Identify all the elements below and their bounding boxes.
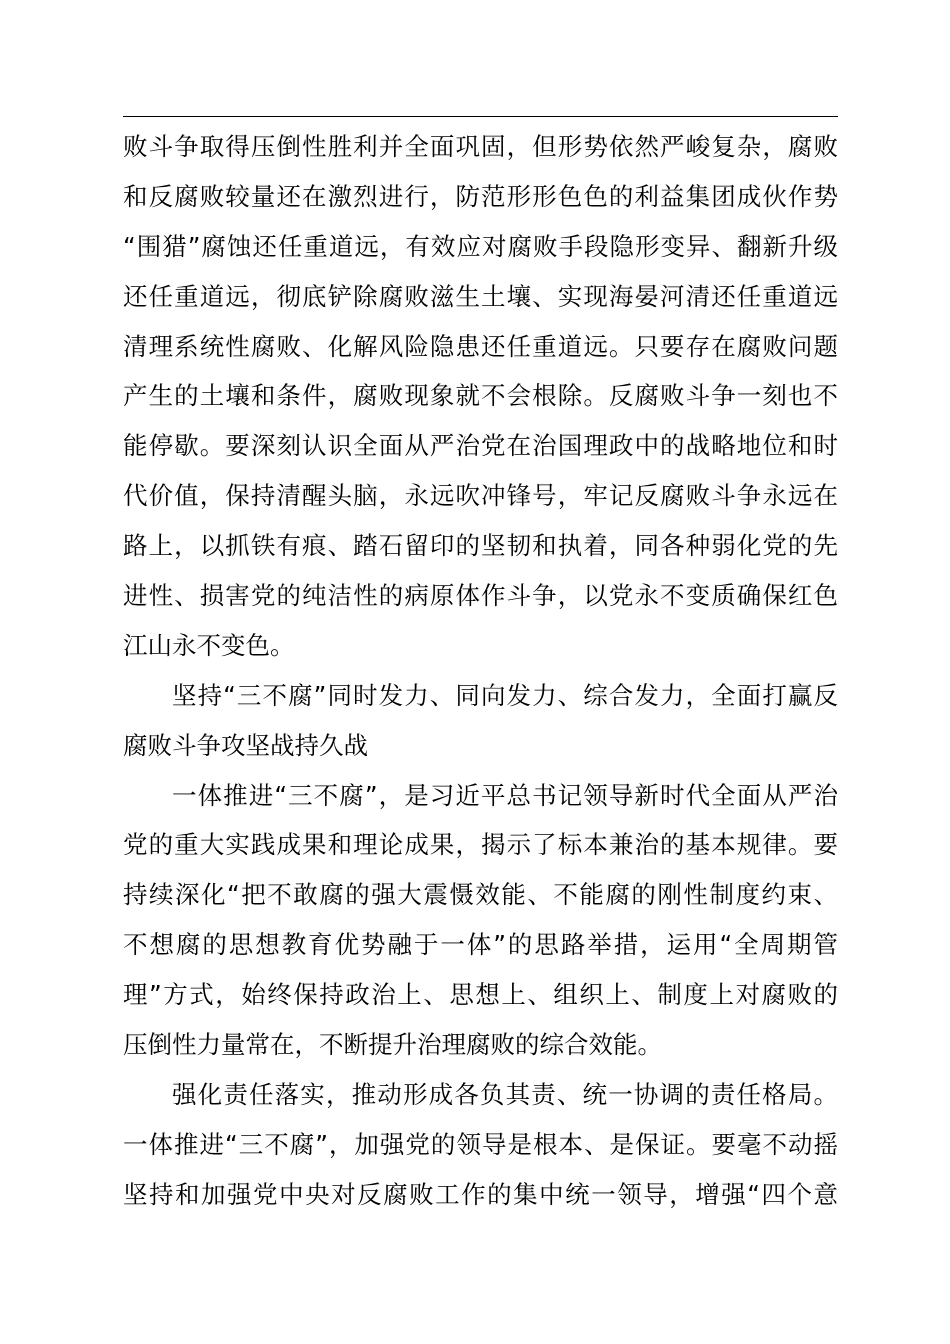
text-line: 坚持和加强党中央对反腐败工作的集中统一领导，增强“四个意: [123, 1179, 838, 1209]
text-line: 一体推进“三不腐”，加强党的领导是根本、是保证。要毫不动摇: [123, 1129, 838, 1159]
body-text: [123, 122, 838, 1220]
text-line: 党的重大实践成果和理论成果，揭示了标本兼治的基本规律。要: [123, 830, 838, 860]
text-line: 强化责任落实，推动形成各负其责、统一协调的责任格局。: [172, 1079, 838, 1109]
text-line: 进性、损害党的纯洁性的病原体作斗争，以党永不变质确保红色: [123, 581, 838, 611]
paragraph-1: [123, 122, 838, 671]
text-line: 还任重道远，彻底铲除腐败滋生土壤、实现海晏河清还任重道远: [123, 281, 838, 311]
text-line: 压倒性力量常在，不断提升治理腐败的综合效能。: [123, 1030, 662, 1060]
text-line: 败斗争取得压倒性胜利并全面巩固，但形势依然严峻复杂，腐败: [123, 132, 838, 161]
text-line: 一体推进“三不腐”，是习近平总书记领导新时代全面从严治: [172, 780, 838, 810]
text-line: 理”方式，始终保持政治上、思想上、组织上、制度上对腐败的: [123, 980, 838, 1010]
text-line: 清理系统性腐败、化解风险隐患还任重道远。只要存在腐败问题: [123, 331, 838, 361]
text-line: 代价值，保持清醒头脑，永远吹冲锋号，牢记反腐败斗争永远在: [123, 481, 838, 511]
text-line: 持续深化“把不敢腐的强大震慑效能、不能腐的刚性制度约束、: [123, 880, 838, 910]
heading-line: 坚持“三不腐”同时发力、同向发力、综合发力，全面打赢反: [172, 680, 838, 710]
paragraph-3: [123, 771, 838, 1070]
text-line: 江山永不变色。: [123, 630, 295, 660]
header-rule: [123, 116, 838, 117]
text-line: 和反腐败较量还在激烈进行，防范形形色色的利益集团成伙作势: [123, 181, 838, 211]
text-line: 产生的土壤和条件，腐败现象就不会根除。反腐败斗争一刻也不: [123, 381, 838, 411]
heading-line: 腐败斗争攻坚战持久战: [123, 730, 368, 760]
text-line: “围猎”腐蚀还任重道远，有效应对腐败手段隐形变异、翻新升级: [123, 231, 838, 261]
section-heading: [123, 671, 838, 771]
text-line: 能停歇。要深刻认识全面从严治党在治国理政中的战略地位和时: [123, 431, 838, 461]
text-line: 路上，以抓铁有痕、踏石留印的坚韧和执着，同各种弱化党的先: [123, 531, 838, 561]
text-line: 不想腐的思想教育优势融于一体”的思路举措，运用“全周期管: [123, 930, 838, 960]
paragraph-4: [123, 1070, 838, 1220]
